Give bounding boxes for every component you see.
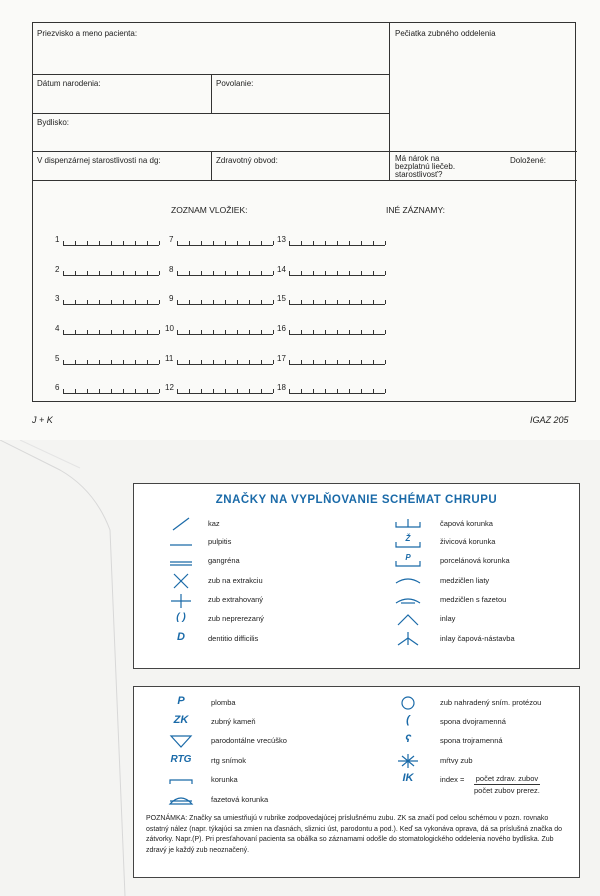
insert-number: 10 bbox=[165, 324, 174, 333]
divider bbox=[211, 151, 212, 180]
clasp-triple-glyph: ʕ bbox=[405, 733, 411, 745]
insert-slot[interactable] bbox=[169, 294, 281, 304]
post-crown-icon bbox=[393, 516, 423, 532]
insert-slot[interactable] bbox=[55, 294, 167, 304]
legend-label: zub nahradený sním. protézou bbox=[440, 698, 542, 707]
legend-label: inlay čapová-nástavba bbox=[440, 634, 515, 643]
insert-slot[interactable] bbox=[55, 354, 167, 364]
resin-crown-icon bbox=[393, 534, 423, 550]
insert-ruler bbox=[289, 300, 385, 305]
insert-slot[interactable] bbox=[55, 324, 167, 334]
insert-slot[interactable] bbox=[165, 324, 281, 334]
legend-label: zubný kameň bbox=[211, 717, 256, 726]
letter-p-glyph: P bbox=[177, 695, 185, 707]
insert-number: 15 bbox=[277, 294, 286, 303]
form-code: IGAZ 205 bbox=[530, 415, 569, 425]
letters-zk-glyph: ZK bbox=[173, 714, 189, 726]
insert-slot[interactable] bbox=[277, 265, 393, 275]
facet-pontic-icon bbox=[393, 592, 423, 608]
legend-label: medzičlen s fazetou bbox=[440, 595, 507, 604]
clasp-triple-icon bbox=[393, 733, 423, 749]
legend-label: pulpitis bbox=[208, 537, 232, 546]
divider bbox=[33, 151, 577, 152]
insert-ruler bbox=[63, 241, 159, 246]
insert-ruler bbox=[289, 330, 385, 335]
inlay-post-icon bbox=[393, 631, 423, 647]
other-records-heading: INÉ ZÁZNAMY: bbox=[386, 205, 446, 215]
insert-number: 14 bbox=[277, 265, 286, 274]
insert-number: 13 bbox=[277, 235, 286, 244]
porcelain-crown-icon bbox=[393, 553, 423, 569]
insert-number: 2 bbox=[55, 265, 60, 274]
insert-ruler bbox=[289, 241, 385, 246]
insert-slot[interactable] bbox=[165, 383, 281, 393]
clasp-double-glyph: ( bbox=[406, 714, 410, 726]
parentheses-glyph: ( ) bbox=[176, 612, 186, 623]
entitlement-line: Má nárok na bbox=[395, 154, 440, 163]
porcelain-crown-glyph: P bbox=[405, 553, 411, 562]
inserts-heading: ZOZNAM VLOŽIEK: bbox=[171, 205, 248, 215]
patient-name-field[interactable]: Priezvisko a meno pacienta: bbox=[37, 29, 138, 38]
insert-slot[interactable] bbox=[169, 235, 281, 245]
legend-label: zub neprerezaný bbox=[208, 614, 264, 623]
insert-number: 17 bbox=[277, 354, 286, 363]
letter-d-glyph: D bbox=[177, 631, 185, 643]
legend-label: parodontálne vrecúško bbox=[211, 736, 287, 745]
entitlement-line: bezplatnú liečeb. bbox=[395, 162, 456, 171]
insert-number: 7 bbox=[169, 235, 174, 244]
insert-number: 12 bbox=[165, 383, 174, 392]
legend-note: POZNÁMKA: Značky sa umiestňujú v rubrike zodpovedajúcej príslušnému zubu. ZK sa značí pod celou schémou v pozn. rovnako ostatný nález (napr. týkajúci sa zmien na ďasnách, sliznici úst, parodontu a pod.). Keď sa vykonáva oprava, dá sa príslušná značka do zátvorky. Napr.(P). Pri presťahovaní pacienta sa obálka so záznamami odošle do stomatologického oddelenia nového bydliska. Zub zdravý je každý zub neoznačený. bbox=[146, 815, 563, 854]
insert-number: 9 bbox=[169, 294, 174, 303]
legend-label: zub na extrakciu bbox=[208, 576, 263, 585]
dispensary-field[interactable]: V dispenzárnej starostlivosti na dg: bbox=[37, 156, 161, 165]
clasp-double-icon bbox=[393, 714, 423, 730]
proven-field[interactable]: Doložené: bbox=[510, 156, 547, 165]
entitlement-field[interactable] bbox=[395, 155, 455, 179]
legend-label: mŕtvy zub bbox=[440, 756, 473, 765]
insert-slot[interactable] bbox=[169, 265, 281, 275]
insert-slot[interactable] bbox=[277, 294, 393, 304]
inlay-icon bbox=[393, 611, 423, 627]
legend-label: kaz bbox=[208, 519, 220, 528]
insert-number: 11 bbox=[165, 354, 174, 363]
legend-label: medzičlen liaty bbox=[440, 576, 490, 585]
insert-slot[interactable] bbox=[55, 265, 167, 275]
resin-crown-glyph: Ž bbox=[405, 534, 411, 543]
circle-icon bbox=[393, 695, 423, 711]
divider bbox=[211, 74, 212, 113]
letters-rtg-glyph: RTG bbox=[170, 754, 192, 765]
cast-pontic-icon bbox=[393, 573, 423, 589]
double-line-icon bbox=[166, 553, 196, 569]
letters-ik-glyph: IK bbox=[402, 772, 414, 784]
crown-bracket-icon bbox=[166, 772, 196, 788]
legend-label: korunka bbox=[211, 775, 238, 784]
record-card-front bbox=[0, 0, 600, 440]
insert-ruler bbox=[63, 360, 159, 365]
insert-ruler bbox=[63, 300, 159, 305]
insert-number: 8 bbox=[169, 265, 174, 274]
legend-label: gangréna bbox=[208, 556, 240, 565]
insert-ruler bbox=[177, 300, 273, 305]
insert-slot[interactable] bbox=[277, 324, 393, 334]
legend-label: porcelánová korunka bbox=[440, 556, 510, 565]
insert-number: 16 bbox=[277, 324, 286, 333]
insert-slot[interactable] bbox=[55, 383, 167, 393]
slash-icon bbox=[166, 516, 196, 532]
legend-title: ZNAČKY NA VYPLŇOVANIE SCHÉMAT CHRUPU bbox=[215, 494, 498, 506]
insert-ruler bbox=[63, 330, 159, 335]
cross-icon bbox=[166, 573, 196, 589]
legend-label: živicová korunka bbox=[440, 537, 496, 546]
divider bbox=[389, 23, 390, 180]
triangle-down-icon bbox=[166, 733, 196, 749]
insert-number: 3 bbox=[55, 294, 60, 303]
plus-icon bbox=[166, 592, 196, 608]
insert-ruler bbox=[177, 330, 273, 335]
department-stamp-field[interactable]: Pečiatka zubného oddelenia bbox=[395, 29, 496, 38]
symbols-legend bbox=[133, 483, 580, 669]
divider bbox=[33, 180, 577, 181]
letters-rtg-icon bbox=[166, 753, 196, 769]
insert-number: 6 bbox=[55, 383, 60, 392]
occupation-field[interactable]: Povolanie: bbox=[216, 79, 254, 88]
insert-ruler bbox=[177, 241, 273, 246]
insert-ruler bbox=[177, 389, 273, 394]
insert-number: 5 bbox=[55, 354, 60, 363]
index-numerator: počet zdrav. zubov bbox=[475, 774, 539, 783]
asterisk-icon bbox=[393, 753, 423, 769]
footer-left: J + K bbox=[32, 415, 53, 425]
entitlement-line: starostlivosť? bbox=[395, 170, 443, 179]
insert-slot[interactable] bbox=[277, 383, 393, 393]
insert-ruler bbox=[63, 389, 159, 394]
letters-zk-icon bbox=[166, 714, 196, 730]
letter-d-icon bbox=[166, 631, 196, 647]
insert-slot[interactable] bbox=[55, 235, 167, 245]
letters-ik-icon bbox=[393, 772, 423, 788]
legend-label: rtg snímok bbox=[211, 756, 247, 765]
insert-ruler bbox=[177, 271, 273, 276]
index-fraction bbox=[474, 773, 540, 796]
legend-label: čapová korunka bbox=[440, 519, 493, 528]
horizontal-line-icon bbox=[166, 534, 196, 550]
insert-slot[interactable] bbox=[165, 354, 281, 364]
legend-label: inlay bbox=[440, 614, 456, 623]
legend-label: dentitio difficilis bbox=[208, 634, 259, 643]
insert-number: 1 bbox=[55, 235, 60, 244]
legend-label: fazetová korunka bbox=[211, 795, 269, 804]
letter-p-icon bbox=[166, 695, 196, 711]
insert-slot[interactable] bbox=[277, 354, 393, 364]
insert-ruler bbox=[289, 271, 385, 276]
district-field[interactable]: Zdravotný obvod: bbox=[216, 156, 278, 165]
facet-crown-icon bbox=[166, 792, 196, 808]
legend-label: index = bbox=[440, 775, 465, 784]
insert-number: 4 bbox=[55, 324, 60, 333]
legend-label: spona dvojramenná bbox=[440, 717, 506, 726]
insert-number: 18 bbox=[277, 383, 286, 392]
insert-ruler bbox=[289, 360, 385, 365]
patient-form bbox=[32, 22, 576, 402]
legend-label: spona trojramenná bbox=[440, 736, 503, 745]
residence-field[interactable]: Bydlisko: bbox=[37, 118, 70, 127]
insert-ruler bbox=[289, 389, 385, 394]
divider bbox=[33, 113, 389, 114]
insert-slot[interactable] bbox=[277, 235, 393, 245]
insert-ruler bbox=[63, 271, 159, 276]
insert-ruler bbox=[177, 360, 273, 365]
legend-label: plomba bbox=[211, 698, 236, 707]
parentheses-icon bbox=[166, 611, 196, 627]
index-denominator: počet zubov prerez. bbox=[474, 786, 540, 795]
legend-label: zub extrahovaný bbox=[208, 595, 264, 604]
birth-date-field[interactable]: Dátum narodenia: bbox=[37, 79, 101, 88]
